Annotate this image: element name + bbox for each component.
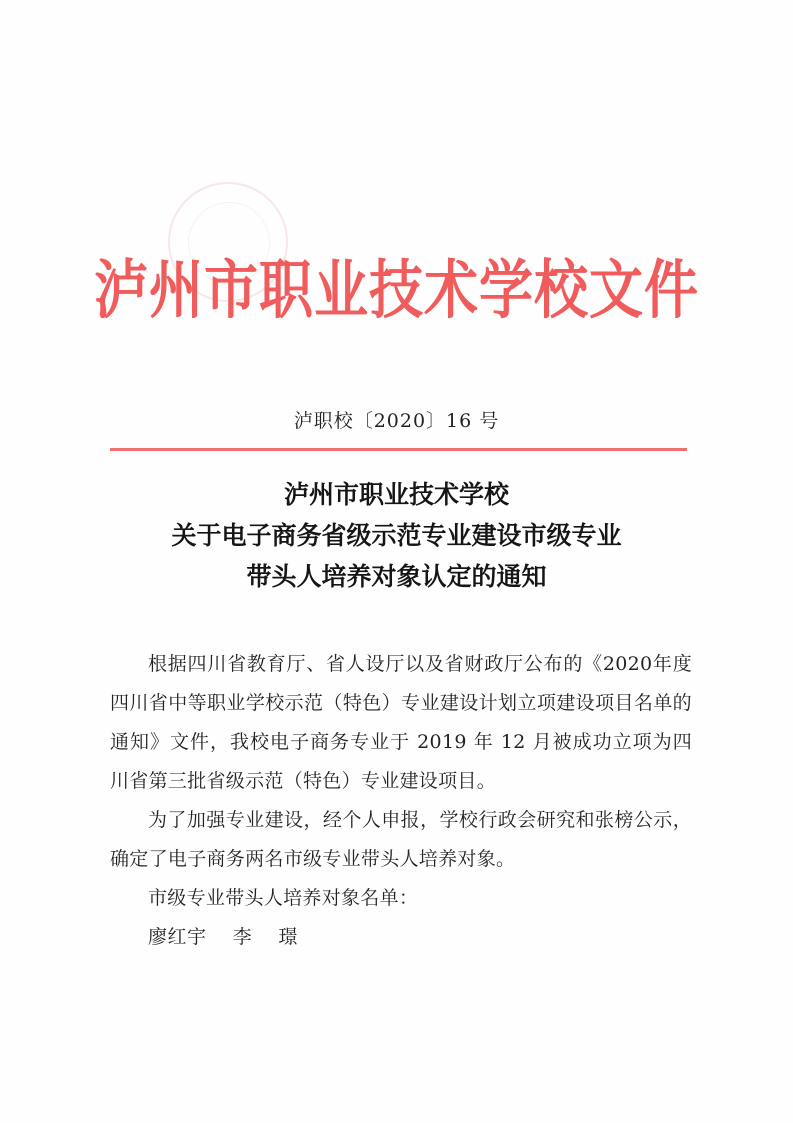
title-line-2: 关于电子商务省级示范专业建设市级专业	[171, 521, 622, 550]
candidate-names: 廖红宇 李 璟	[148, 926, 298, 948]
notice-title	[0, 474, 793, 597]
paragraph-2: 为了加强专业建设，经个人申报，学校行政会研究和张榜公示，确定了电子商务两名市级专业带头人培养对象。	[110, 809, 692, 870]
title-line-3: 带头人培养对象认定的通知	[246, 562, 547, 591]
document-number: 泸职校〔2020〕16 号	[293, 410, 500, 432]
paragraph-1: 根据四川省教育厅、省人设厅以及省财政厅公布的《2020年度四川省中等职业学校示范（特色）专业建设计划立项建设项目名单的通知》文件，我校电子商务专业于 2019 年 12 月被成功立项为四川省第三批省级示范（特色）专业建设项目。	[110, 653, 692, 792]
notice-body	[110, 645, 692, 957]
list-heading: 市级专业带头人培养对象名单：	[148, 887, 419, 909]
red-divider-line	[110, 448, 687, 451]
letterhead-title: 泸州市职业技术学校文件	[94, 252, 699, 328]
title-line-1: 泸州市职业技术学校	[283, 480, 509, 509]
